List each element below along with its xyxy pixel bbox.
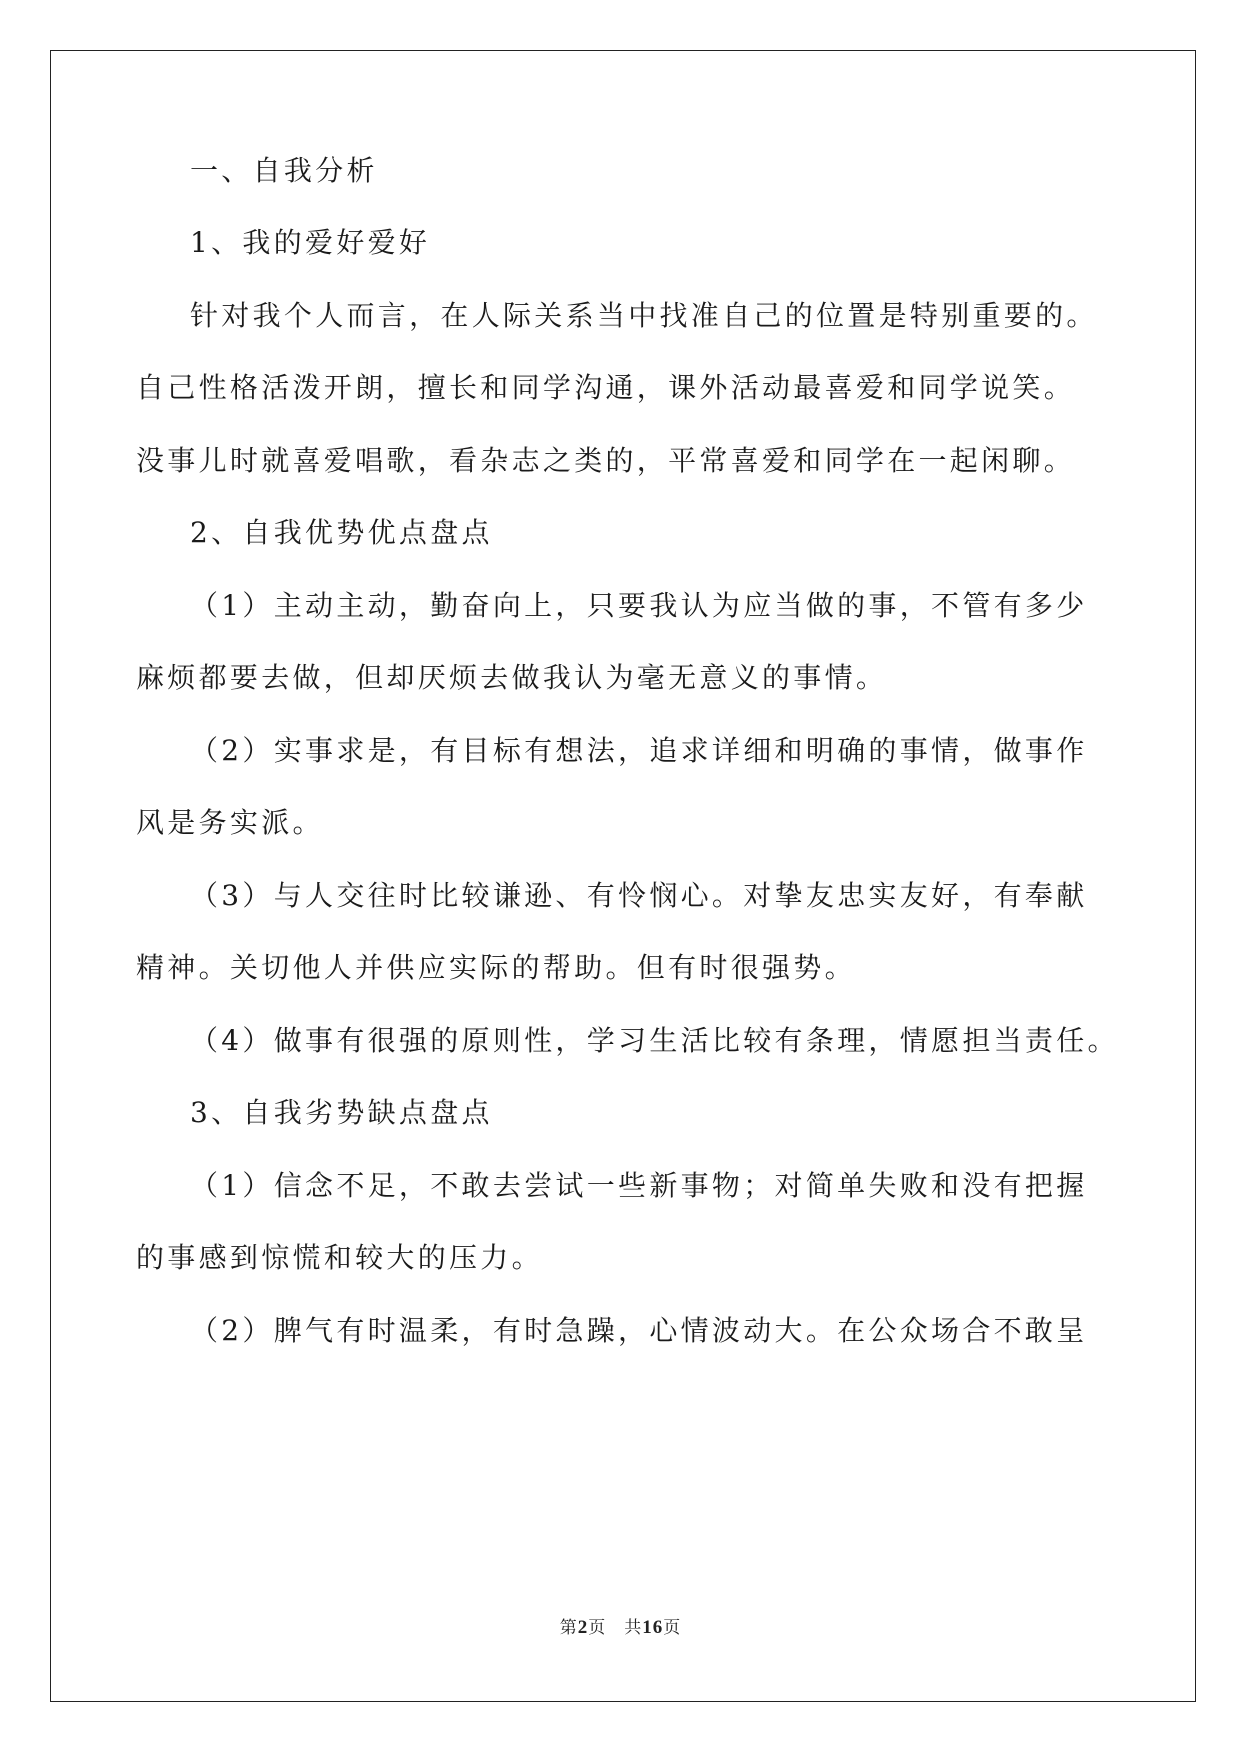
paragraph-line: （1）主动主动，勤奋向上，只要我认为应当做的事，不管有多少 <box>190 589 1088 622</box>
footer-page-total: 16 <box>642 1617 664 1638</box>
section-heading-self-analysis: 一、自我分析 <box>190 154 378 187</box>
footer-total-unit: 页 <box>663 1618 682 1638</box>
paragraph-line: （1）信念不足，不敢去尝试一些新事物；对简单失败和没有把握 <box>190 1169 1088 1202</box>
paragraph-line: 针对我个人而言，在人际关系当中找准自己的位置是特别重要的。 <box>190 299 1098 332</box>
footer-page-prefix: 第 <box>559 1618 578 1638</box>
footer-total-prefix: 共 <box>624 1618 643 1638</box>
paragraph-line: （2）实事求是，有目标有想法，追求详细和明确的事情，做事作 <box>190 734 1088 767</box>
footer-page-unit: 页 <box>588 1618 607 1638</box>
subheading-hobbies: 1、我的爱好爱好 <box>190 226 431 259</box>
page-footer <box>0 1616 1241 1640</box>
paragraph-line: （2）脾气有时温柔，有时急躁，心情波动大。在公众场合不敢呈 <box>190 1314 1088 1347</box>
paragraph-line: （3）与人交往时比较谦逊、有怜悯心。对挚友忠实友好，有奉献 <box>190 879 1088 912</box>
paragraph-line: 风是务实派。 <box>136 806 324 839</box>
subheading-strengths: 2、自我优势优点盘点 <box>190 516 493 549</box>
paragraph-line: 自己性格活泼开朗，擅长和同学沟通，课外活动最喜爱和同学说笑。 <box>136 371 1076 404</box>
paragraph-line: （4）做事有很强的原则性，学习生活比较有条理，情愿担当责任。 <box>190 1024 1119 1057</box>
paragraph-line: 没事儿时就喜爱唱歌，看杂志之类的，平常喜爱和同学在一起闲聊。 <box>136 444 1076 477</box>
paragraph-line: 麻烦都要去做，但却厌烦去做我认为毫无意义的事情。 <box>136 661 888 694</box>
paragraph-line: 的事感到惊慌和较大的压力。 <box>136 1241 543 1274</box>
subheading-weaknesses: 3、自我劣势缺点盘点 <box>190 1096 493 1129</box>
footer-page-current: 2 <box>577 1617 589 1638</box>
paragraph-line: 精神。关切他人并供应实际的帮助。但有时很强势。 <box>136 951 856 984</box>
